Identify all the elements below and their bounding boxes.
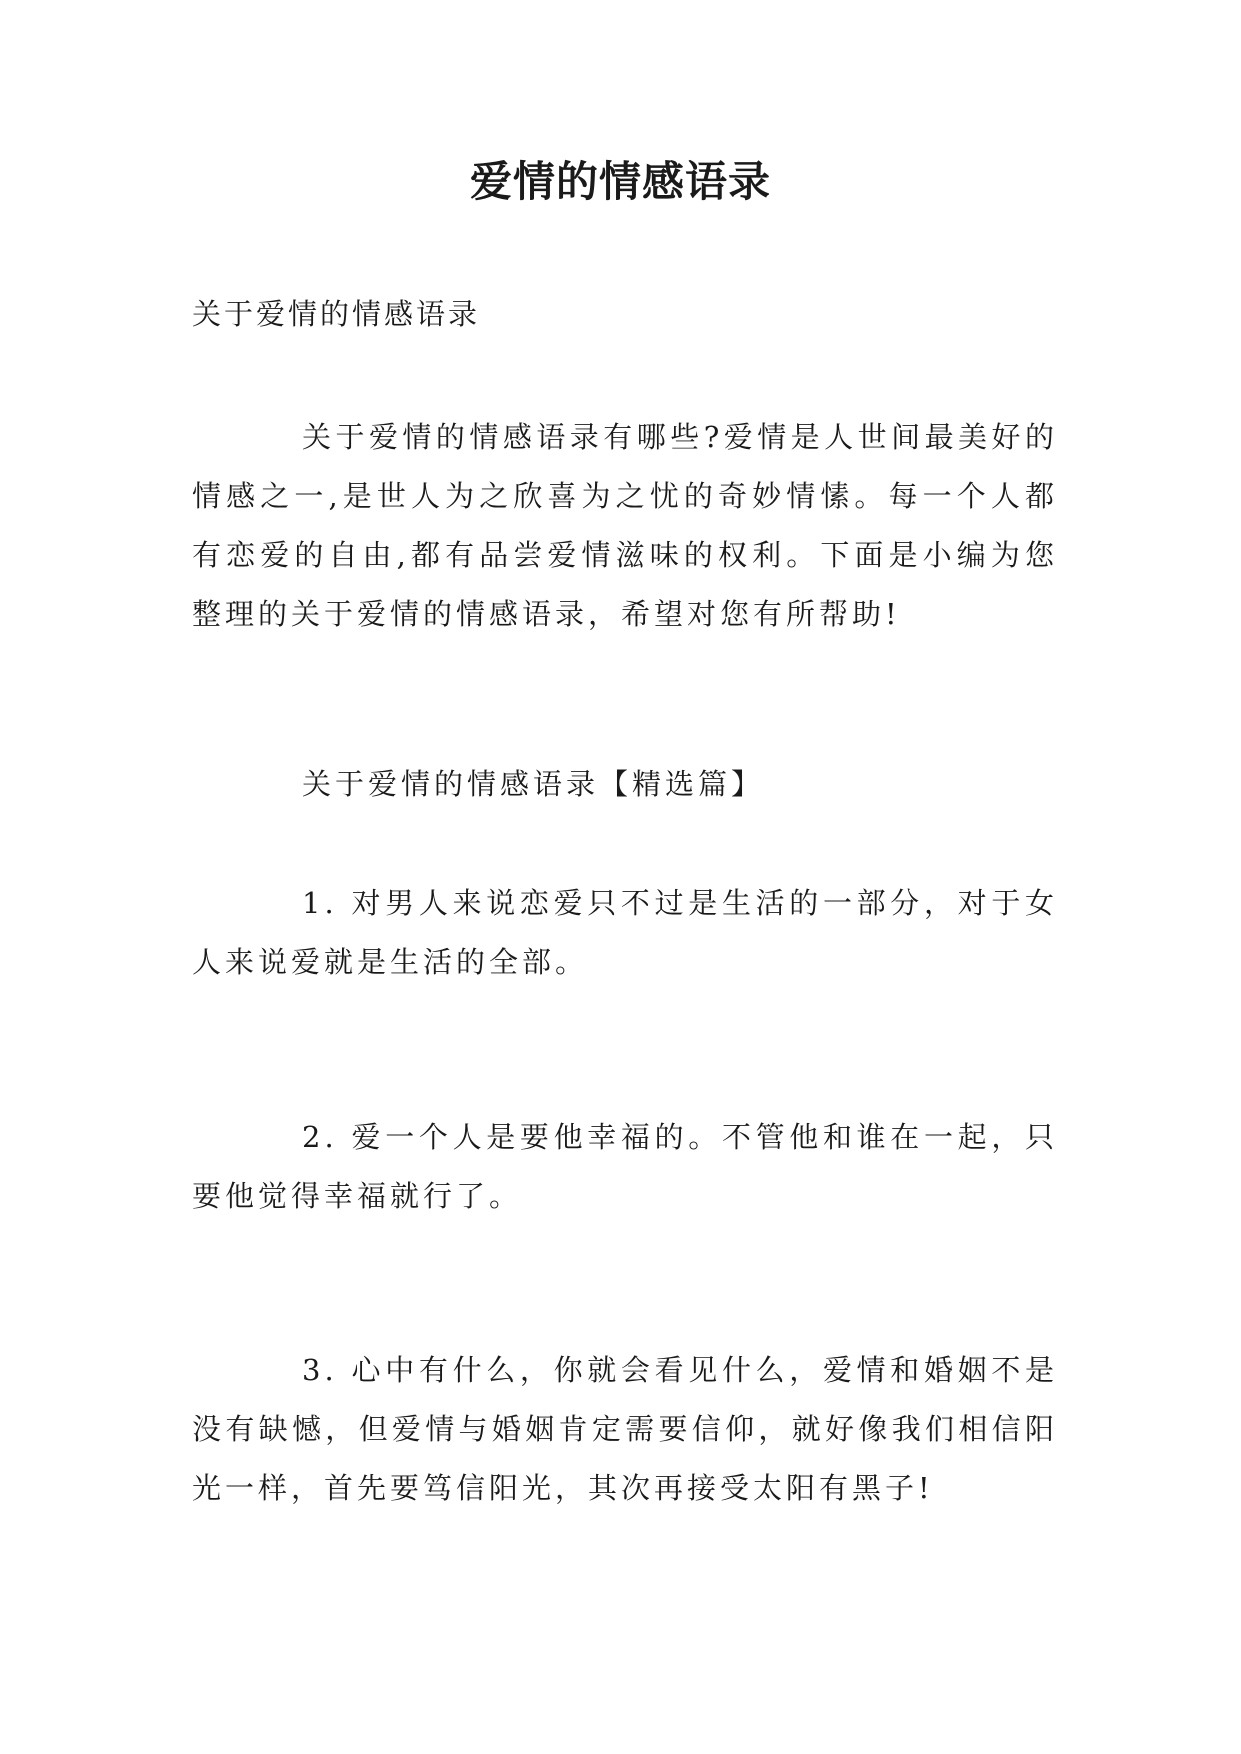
document-subtitle: 关于爱情的情感语录 <box>192 297 481 331</box>
intro-paragraph: 关于爱情的情感语录有哪些?爱情是人世间最美好的情感之一,是世人为之欣喜为之忧的奇妙情愫。每一个人都有恋爱的自由,都有品尝爱情滋味的权利。下面是小编为您整理的关于爱情的情感语录，希望对您有所帮助! <box>192 420 1058 631</box>
document-title: 爱情的情感语录 <box>469 157 771 206</box>
quote-paragraph: 3. 心中有什么，你就会看见什么，爱情和婚姻不是没有缺憾，但爱情与婚姻肯定需要信仰，就好像我们相信阳光一样，首先要笃信阳光，其次再接受太阳有黑子! <box>192 1353 1058 1505</box>
quote-paragraph: 1. 对男人来说恋爱只不过是生活的一部分，对于女人来说爱就是生活的全部。 <box>192 886 1058 979</box>
quote-paragraph: 2. 爱一个人是要他幸福的。不管他和谁在一起，只要他觉得幸福就行了。 <box>192 1120 1058 1213</box>
section-heading: 关于爱情的情感语录【精选篇】 <box>302 767 765 801</box>
